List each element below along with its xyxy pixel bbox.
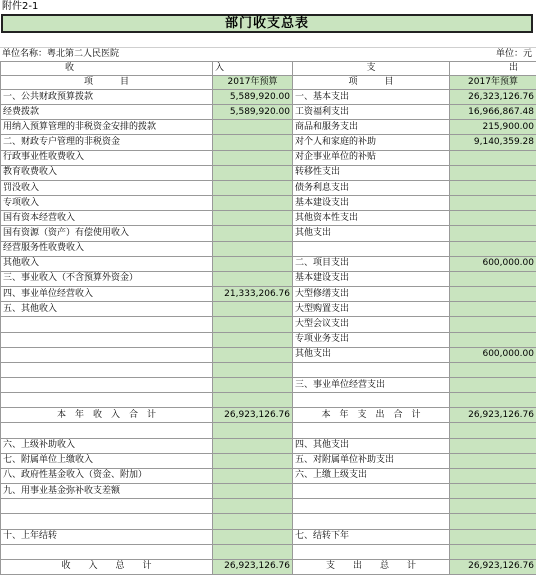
- table-row: [1, 196, 536, 211]
- income-item: 收 入 总 计: [1, 559, 213, 574]
- table-row: [1, 438, 536, 453]
- income-budget-value: [213, 423, 293, 438]
- expense-budget-value: [450, 150, 536, 165]
- expense-item: 大型购置支出: [293, 302, 450, 317]
- income-budget-value: [213, 180, 293, 195]
- expense-budget-value: [450, 180, 536, 195]
- table-row: [1, 332, 536, 347]
- income-budget-value: [213, 529, 293, 544]
- income-item: [1, 377, 213, 392]
- expense-item: 二、项目支出: [293, 256, 450, 271]
- table-row: [1, 211, 536, 226]
- expense-item: 大型修缮支出: [293, 287, 450, 302]
- table-header: [0, 61, 536, 90]
- income-item: [1, 514, 213, 529]
- expense-item: 对企事业单位的补贴: [293, 150, 450, 165]
- expense-budget-value: [450, 302, 536, 317]
- expense-item: [293, 544, 450, 559]
- unit-name: 单位名称：粤北第二人民医院: [2, 47, 119, 61]
- expense-budget-value: [450, 377, 536, 392]
- income-budget-value: 5,589,920.00: [213, 90, 293, 105]
- income-budget-value: [213, 362, 293, 377]
- table-row: [1, 347, 536, 362]
- income-budget-value: [213, 453, 293, 468]
- income-item: 罚没收入: [1, 180, 213, 195]
- income-budget-value: [213, 211, 293, 226]
- income-item: 六、上级补助收入: [1, 438, 213, 453]
- income-budget-value: [213, 317, 293, 332]
- income-budget-value: [213, 438, 293, 453]
- expense-item-header: 项 目: [293, 76, 450, 90]
- expense-item: 三、事业单位经营支出: [293, 377, 450, 392]
- income-item: 三、事业收入（不含预算外资金）: [1, 271, 213, 286]
- income-budget-value: 26,923,126.76: [213, 408, 293, 423]
- table-row: [1, 105, 536, 120]
- expense-budget-value: [450, 317, 536, 332]
- expense-budget-value: [450, 438, 536, 453]
- expense-item: 五、对附属单位补助支出: [293, 453, 450, 468]
- table-row: [1, 544, 536, 559]
- table-row: [1, 499, 536, 514]
- table-row: [1, 514, 536, 529]
- unit-row: [0, 47, 536, 61]
- table-row: [1, 408, 536, 423]
- income-budget-value: 5,589,920.00: [213, 105, 293, 120]
- income-item: 七、附属单位上缴收入: [1, 453, 213, 468]
- table-row: [1, 559, 536, 574]
- expense-budget-value: [450, 241, 536, 256]
- table-row: [1, 271, 536, 286]
- income-budget-header: 2017年预算: [213, 76, 293, 90]
- income-budget-value: [213, 241, 293, 256]
- income-item: 国有资源（资产）有偿使用收入: [1, 226, 213, 241]
- income-budget-value: 21,333,206.76: [213, 287, 293, 302]
- expense-item: 转移性支出: [293, 165, 450, 180]
- expense-item: [293, 423, 450, 438]
- table-row: [1, 362, 536, 377]
- income-budget-value: [213, 135, 293, 150]
- income-item: [1, 317, 213, 332]
- income-item: 四、事业单位经营收入: [1, 287, 213, 302]
- income-budget-value: [213, 484, 293, 499]
- expense-budget-value: [450, 393, 536, 408]
- expense-item: 基本建设支出: [293, 196, 450, 211]
- table-row: [1, 468, 536, 483]
- income-budget-value: [213, 226, 293, 241]
- income-item: [1, 362, 213, 377]
- expense-budget-value: [450, 514, 536, 529]
- expense-budget-value: 16,966,867.48: [450, 105, 536, 120]
- expense-item: 大型会议支出: [293, 317, 450, 332]
- table-row: [1, 484, 536, 499]
- budget-table: [0, 89, 536, 575]
- income-item: [1, 423, 213, 438]
- expense-budget-value: [450, 165, 536, 180]
- expense-budget-value: 600,000.00: [450, 347, 536, 362]
- income-budget-value: [213, 256, 293, 271]
- expense-item: 一、基本支出: [293, 90, 450, 105]
- income-item: [1, 499, 213, 514]
- expense-budget-value: 26,323,126.76: [450, 90, 536, 105]
- expense-item: 四、其他支出: [293, 438, 450, 453]
- income-budget-value: [213, 347, 293, 362]
- income-budget-value: [213, 165, 293, 180]
- expense-item: 其他支出: [293, 347, 450, 362]
- expense-item: 债务利息支出: [293, 180, 450, 195]
- expense-budget-value: 26,923,126.76: [450, 408, 536, 423]
- income-item: 经营服务性收费收入: [1, 241, 213, 256]
- table-row: [1, 241, 536, 256]
- income-item: [1, 347, 213, 362]
- income-item: [1, 544, 213, 559]
- expense-budget-header: 2017年预算: [450, 76, 536, 90]
- expense-budget-value: 9,140,359.28: [450, 135, 536, 150]
- table-row: [1, 453, 536, 468]
- income-heading-2: 入: [213, 62, 293, 76]
- income-budget-value: [213, 332, 293, 347]
- expense-budget-value: [450, 332, 536, 347]
- expense-item: 其他资本性支出: [293, 211, 450, 226]
- table-row: [1, 90, 536, 105]
- expense-item: 七、结转下年: [293, 529, 450, 544]
- expense-item: 专项业务支出: [293, 332, 450, 347]
- table-row: [1, 529, 536, 544]
- income-budget-value: [213, 302, 293, 317]
- expense-item: 工资福利支出: [293, 105, 450, 120]
- income-budget-value: [213, 544, 293, 559]
- currency-unit: 单位：元: [496, 47, 532, 61]
- expense-budget-value: 215,900.00: [450, 120, 536, 135]
- income-budget-value: [213, 499, 293, 514]
- income-item: [1, 393, 213, 408]
- expense-item: [293, 514, 450, 529]
- income-budget-value: [213, 196, 293, 211]
- income-budget-value: [213, 271, 293, 286]
- income-item: 九、用事业基金弥补收支差额: [1, 484, 213, 499]
- expense-item: 基本建设支出: [293, 271, 450, 286]
- table-row: [1, 150, 536, 165]
- expense-item: 其他支出: [293, 226, 450, 241]
- expense-budget-value: 26,923,126.76: [450, 559, 536, 574]
- table-row: [1, 317, 536, 332]
- expense-budget-value: [450, 362, 536, 377]
- table-row: [1, 180, 536, 195]
- income-item: 十、上年结转: [1, 529, 213, 544]
- income-budget-value: [213, 377, 293, 392]
- table-row: [1, 393, 536, 408]
- income-item: 教育收费收入: [1, 165, 213, 180]
- income-budget-value: [213, 393, 293, 408]
- table-row: [1, 256, 536, 271]
- income-item: 二、财政专户管理的非税资金: [1, 135, 213, 150]
- income-item: [1, 332, 213, 347]
- income-item: 行政事业性收费收入: [1, 150, 213, 165]
- spacer-row: [0, 34, 536, 48]
- expense-budget-value: [450, 196, 536, 211]
- expense-budget-value: [450, 423, 536, 438]
- expense-budget-value: [450, 468, 536, 483]
- income-item: 经费拨款: [1, 105, 213, 120]
- expense-item: 支 出 总 计: [293, 559, 450, 574]
- table-row: [1, 135, 536, 150]
- expense-budget-value: [450, 453, 536, 468]
- expense-budget-value: [450, 544, 536, 559]
- income-item-header: 项 目: [1, 76, 213, 90]
- income-budget-value: [213, 514, 293, 529]
- expense-item: 本 年 支 出 合 计: [293, 408, 450, 423]
- income-budget-value: [213, 468, 293, 483]
- income-item: 用纳入预算管理的非税资金安排的拨款: [1, 120, 213, 135]
- expense-budget-value: [450, 499, 536, 514]
- income-budget-value: 26,923,126.76: [213, 559, 293, 574]
- expense-budget-value: [450, 271, 536, 286]
- expense-budget-value: 600,000.00: [450, 256, 536, 271]
- expense-item: [293, 393, 450, 408]
- expense-heading: 支: [293, 62, 450, 76]
- expense-budget-value: [450, 226, 536, 241]
- income-budget-value: [213, 150, 293, 165]
- table-row: [1, 226, 536, 241]
- income-item: 国有资本经营收入: [1, 211, 213, 226]
- table-row: [1, 377, 536, 392]
- expense-item: 商品和服务支出: [293, 120, 450, 135]
- expense-item: 六、上缴上级支出: [293, 468, 450, 483]
- expense-heading-2: 出: [450, 62, 536, 76]
- income-budget-value: [213, 120, 293, 135]
- expense-budget-value: [450, 211, 536, 226]
- page-title: 部门收支总表: [1, 14, 533, 33]
- expense-item: [293, 499, 450, 514]
- income-item: 八、政府性基金收入（资金、附加）: [1, 468, 213, 483]
- expense-item: [293, 241, 450, 256]
- expense-budget-value: [450, 287, 536, 302]
- table-row: [1, 287, 536, 302]
- income-heading: 收: [1, 62, 213, 76]
- expense-item: [293, 484, 450, 499]
- table-row: [1, 423, 536, 438]
- income-item: 五、其他收入: [1, 302, 213, 317]
- expense-item: [293, 362, 450, 377]
- income-item: 其他收入: [1, 256, 213, 271]
- table-row: [1, 165, 536, 180]
- expense-budget-value: [450, 484, 536, 499]
- annex-label: 附件2-1: [0, 0, 38, 14]
- table-row: [1, 120, 536, 135]
- income-item: 专项收入: [1, 196, 213, 211]
- income-item: 本 年 收 入 合 计: [1, 408, 213, 423]
- income-item: 一、公共财政预算拨款: [1, 90, 213, 105]
- expense-item: 对个人和家庭的补助: [293, 135, 450, 150]
- table-row: [1, 302, 536, 317]
- expense-budget-value: [450, 529, 536, 544]
